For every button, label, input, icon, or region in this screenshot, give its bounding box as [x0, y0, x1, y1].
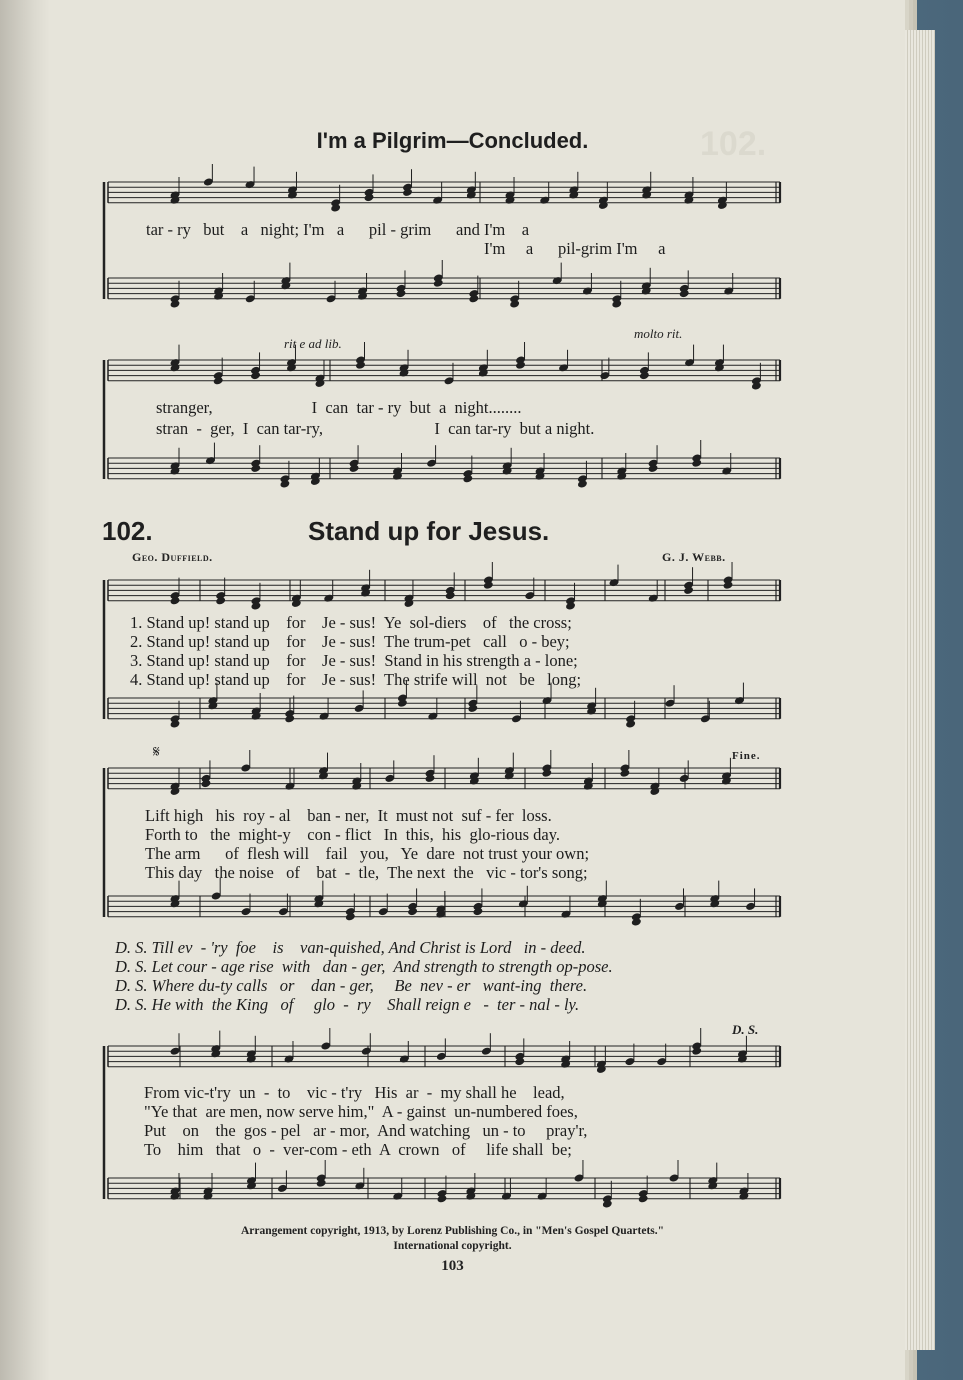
verse-1-b: Lift high his roy - al ban - ner, It must not suf - fer loss.	[145, 806, 552, 825]
note	[568, 172, 579, 200]
note	[714, 345, 725, 373]
note	[478, 350, 489, 378]
note	[723, 562, 734, 590]
note	[535, 453, 546, 481]
note	[511, 701, 522, 724]
verse-3: 3. Stand up! stand up for Je - sus! Stand in his strength a - lone;	[130, 651, 578, 670]
note	[246, 1163, 257, 1191]
note	[205, 443, 216, 466]
note	[684, 345, 695, 368]
note	[598, 182, 609, 210]
note	[466, 172, 477, 200]
note	[326, 281, 337, 304]
note	[378, 894, 389, 917]
page-number: 103	[441, 1258, 464, 1274]
note	[509, 281, 520, 309]
note	[602, 1181, 613, 1209]
note	[250, 445, 261, 473]
note	[203, 1173, 214, 1201]
note	[250, 583, 261, 611]
note	[691, 1028, 702, 1056]
note	[445, 572, 456, 600]
note	[213, 358, 224, 386]
note	[573, 1160, 584, 1183]
note	[638, 1176, 649, 1204]
note	[215, 578, 226, 606]
note	[721, 453, 732, 476]
note	[203, 164, 214, 187]
verse-4-b: This day the noise of bat - tle, The next the vic - tor's song;	[145, 863, 588, 882]
note	[465, 1173, 476, 1201]
note	[505, 177, 516, 205]
bleed-through-number: 102.	[700, 125, 767, 163]
note	[514, 1038, 525, 1066]
note	[586, 688, 597, 716]
note	[524, 578, 535, 601]
note	[502, 448, 513, 476]
note	[291, 580, 302, 608]
note	[284, 1041, 295, 1064]
note	[723, 273, 734, 296]
note	[721, 758, 732, 786]
note	[734, 683, 745, 706]
verse-2-b: Forth to the might-y con - flict In this, his glo-rious day.	[145, 825, 561, 844]
treble-staff	[108, 750, 780, 796]
note	[631, 899, 642, 927]
note	[427, 698, 438, 721]
note	[170, 281, 181, 309]
author: Geo. Duffield.	[132, 550, 213, 564]
note	[170, 881, 181, 909]
note	[679, 760, 690, 783]
note	[407, 888, 418, 916]
note	[279, 461, 290, 489]
note	[320, 1028, 331, 1051]
note	[462, 456, 473, 484]
copyright-international: International copyright.	[393, 1240, 512, 1252]
hymn-title: Stand up for Jesus.	[308, 516, 550, 546]
note	[737, 1036, 748, 1064]
note	[745, 888, 756, 911]
composer: G. J. Webb.	[662, 550, 726, 564]
lyric-line: stranger, I can tar - ry but a night........	[156, 398, 522, 417]
note	[444, 363, 455, 386]
note	[345, 894, 356, 922]
note	[596, 1046, 607, 1074]
note	[287, 172, 298, 200]
note	[313, 881, 324, 909]
note	[170, 701, 181, 729]
lyric-line: stran - ger, I can tar-ry, I can tar-ry but a night.	[156, 419, 595, 438]
note	[318, 753, 329, 781]
note	[518, 886, 529, 909]
note	[250, 352, 261, 380]
note	[560, 896, 571, 919]
note	[700, 701, 711, 724]
note	[738, 1173, 749, 1201]
bass-staff	[108, 440, 780, 489]
note	[597, 881, 608, 909]
ds-line-4: D. S. He with the King of glo - ry Shall reign e - ter - nal - ly.	[115, 995, 580, 1014]
note	[641, 172, 652, 200]
treble-staff	[108, 342, 780, 391]
note	[246, 1036, 257, 1064]
note	[315, 360, 326, 388]
note	[648, 445, 659, 473]
note	[210, 1031, 221, 1059]
note	[537, 1178, 548, 1201]
note	[707, 1163, 718, 1191]
note	[361, 1033, 372, 1056]
note	[515, 342, 526, 370]
note	[691, 440, 702, 468]
treble-staff	[108, 1028, 780, 1074]
note	[674, 888, 685, 911]
note	[665, 685, 676, 708]
note	[599, 358, 610, 381]
verse-1: 1. Stand up! stand up for Je - sus! Ye sol-diers of the cross;	[130, 613, 572, 632]
note	[656, 1044, 667, 1067]
page-title: I'm a Pilgrim—Concluded.	[316, 128, 589, 153]
note	[481, 1033, 492, 1056]
note	[241, 894, 252, 917]
note	[433, 260, 444, 288]
verse-1-c: From vic-t'ry un - to vic - t'ry His ar - my shall he lead,	[144, 1083, 565, 1102]
note	[648, 580, 659, 603]
note	[357, 273, 368, 301]
note	[709, 881, 720, 909]
note	[436, 1176, 447, 1204]
hymn-number: 102.	[102, 516, 153, 546]
note	[170, 177, 181, 205]
note	[616, 453, 627, 481]
note	[558, 350, 569, 373]
verse-3-b: The arm of flesh will fail you, Ye dare not trust your own;	[145, 844, 590, 863]
note	[319, 698, 330, 721]
note	[170, 1033, 181, 1056]
note	[609, 565, 620, 588]
note	[200, 760, 211, 788]
note	[170, 768, 181, 796]
note	[436, 1038, 447, 1061]
note	[541, 750, 552, 778]
tempo-marking: rit e ad lib.	[284, 336, 342, 351]
ds-line-1: D. S. Till ev - 'ry foe is van-quished, And Christ is Lord in - deed.	[115, 938, 586, 957]
note	[316, 1160, 327, 1188]
lyric-line: tar - ry but a night; I'm a pil - grim and I'm a	[146, 220, 530, 239]
note	[399, 350, 410, 378]
note	[240, 750, 251, 773]
copyright-notice: Arrangement copyright, 1913, by Lorenz Publishing Co., in "Men's Gospel Quartets."	[240, 1225, 665, 1237]
note	[384, 760, 395, 783]
note	[679, 270, 690, 298]
note	[392, 1178, 403, 1201]
note	[245, 281, 256, 304]
note	[399, 1041, 410, 1064]
note	[330, 185, 341, 213]
note	[213, 273, 224, 301]
note	[170, 578, 181, 606]
note	[582, 273, 593, 296]
bass-staff	[108, 260, 780, 309]
verse-4: 4. Stand up! stand up for Je - sus! The strife will not be long;	[130, 670, 582, 689]
bass-staff	[108, 1160, 780, 1209]
note	[669, 1160, 680, 1183]
ds-line-3: D. S. Where du-ty calls or dan - ger, Be nev - er want-ing there.	[115, 976, 588, 995]
note	[310, 458, 321, 486]
note	[717, 182, 728, 210]
fine-marking: Fine.	[732, 750, 761, 762]
lyric-line: I'm a pil-grim I'm a	[484, 239, 666, 258]
note	[403, 580, 414, 608]
note	[639, 352, 650, 380]
note	[355, 342, 366, 370]
note	[432, 182, 443, 205]
note	[552, 263, 563, 286]
verse-2: 2. Stand up! stand up for Je - sus! The trum-pet call o - bey;	[130, 632, 570, 651]
note	[467, 685, 478, 713]
segno-sign: 𝄋	[153, 744, 160, 761]
note	[251, 693, 262, 721]
note	[683, 177, 694, 205]
tempo-marking: molto rit.	[634, 326, 683, 341]
note	[245, 167, 256, 190]
note	[624, 1044, 635, 1067]
note	[504, 753, 515, 781]
note	[354, 1168, 365, 1191]
note	[472, 888, 483, 916]
note	[351, 763, 362, 791]
verse-2-c: "Ye that are men, now serve him," A - gainst un-numbered foes,	[144, 1102, 578, 1121]
note	[625, 701, 636, 729]
note	[364, 174, 375, 202]
note	[170, 345, 181, 373]
note	[560, 1041, 571, 1069]
note	[468, 276, 479, 304]
note	[354, 690, 365, 713]
note	[501, 1178, 512, 1201]
note	[577, 461, 588, 489]
note	[611, 281, 622, 309]
note	[425, 755, 436, 783]
note	[539, 182, 550, 205]
note	[277, 1170, 288, 1193]
page-gutter	[0, 0, 50, 1380]
note	[565, 583, 576, 611]
note	[619, 750, 630, 778]
note	[649, 768, 660, 796]
treble-staff	[108, 562, 780, 611]
note	[641, 268, 652, 296]
note	[278, 894, 289, 917]
verse-3-c: Put on the gos - pel ar - mor, And watching un - to pray'r,	[144, 1121, 588, 1140]
note	[402, 169, 413, 197]
note	[170, 1173, 181, 1201]
note	[396, 270, 407, 298]
note	[392, 453, 403, 481]
note	[583, 763, 594, 791]
note	[426, 445, 437, 468]
bass-staff	[108, 878, 780, 927]
treble-staff	[108, 164, 780, 213]
note	[469, 758, 480, 786]
note	[280, 263, 291, 291]
page-edges	[905, 30, 935, 1350]
note	[349, 445, 360, 473]
note	[483, 562, 494, 590]
ds-marking: D. S.	[732, 1022, 759, 1037]
note	[683, 567, 694, 595]
note	[360, 570, 371, 598]
note	[323, 580, 334, 603]
verse-4-c: To him that o - ver-com - eth A crown of life shall be;	[144, 1140, 572, 1159]
music-system-1	[100, 168, 790, 318]
ds-line-2: D. S. Let cour - age rise with dan - ger, And strength to strength op-pose.	[115, 957, 613, 976]
note	[751, 363, 762, 391]
note	[435, 891, 446, 919]
note	[170, 448, 181, 476]
